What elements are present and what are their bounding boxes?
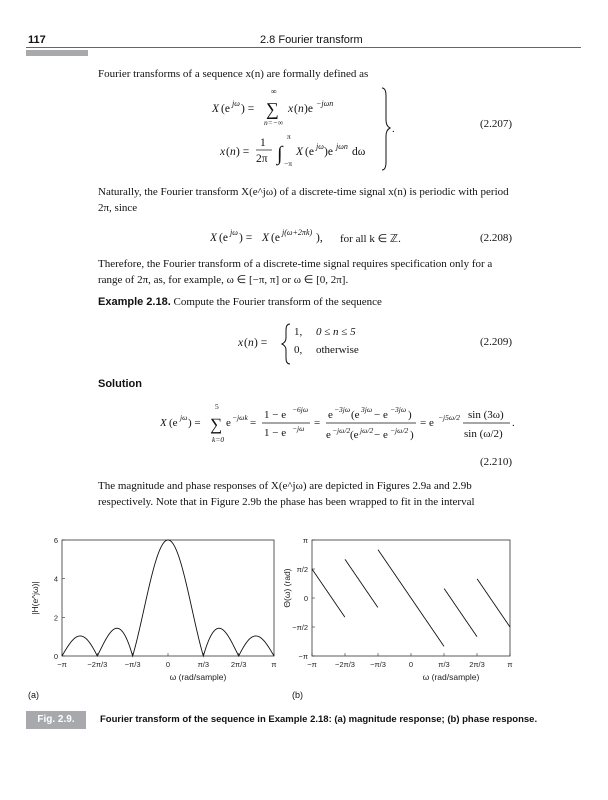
svg-text:n: n	[248, 337, 254, 349]
x-axis-label: ω (rad/sample)	[422, 672, 480, 682]
equation-2-208	[210, 225, 360, 249]
figure-tag: Fig. 2.9.	[26, 711, 86, 729]
eq-number-2-208: (2.208)	[480, 232, 513, 244]
eq-2-208-condition: for all k ∈ ℤ.	[340, 233, 401, 245]
svg-text:),: ),	[316, 232, 323, 244]
svg-text:sin (3ω): sin (3ω)	[468, 409, 504, 421]
svg-text:= e: = e	[420, 417, 434, 429]
svg-text:X: X	[210, 232, 218, 244]
phase-series-line	[312, 550, 510, 647]
x-tick-label: 0	[408, 660, 414, 669]
svg-text:)e: )e	[324, 146, 333, 158]
svg-text:∑: ∑	[210, 415, 223, 434]
x-tick-label: π/3	[197, 660, 210, 669]
svg-text:x: x	[220, 146, 226, 158]
chart-b-phase	[280, 528, 526, 698]
svg-text:n: n	[298, 103, 304, 115]
svg-text:∞: ∞	[271, 87, 277, 96]
x-tick-label: 0	[165, 660, 171, 669]
equation-2-207	[200, 82, 430, 174]
x-tick-label: −2π/3	[335, 660, 355, 669]
svg-text:sin (ω/2): sin (ω/2)	[464, 428, 503, 440]
svg-text:jω: jω	[230, 228, 238, 237]
therefore-text: Therefore, the Fourier transform of a discrete-time signal requires specification only for a range of 2π, as, for example, ω ∈ [−π, π] or ω ∈ [0, 2π].	[98, 258, 493, 286]
header-rule	[26, 47, 581, 48]
svg-text:1 − e: 1 − e	[264, 409, 287, 421]
svg-text:−π: −π	[284, 159, 293, 168]
svg-text:(e: (e	[271, 232, 280, 244]
svg-text:(e: (e	[350, 429, 359, 441]
svg-text:1: 1	[260, 137, 266, 149]
svg-text:− e: − e	[374, 409, 388, 421]
svg-text:−jω: −jω	[292, 424, 305, 433]
x-axis-label: ω (rad/sample)	[169, 672, 227, 682]
equation-2-210	[160, 398, 520, 452]
svg-text:−6jω: −6jω	[292, 405, 309, 414]
x-tick-label: π	[507, 660, 513, 669]
svg-text:dω: dω	[352, 146, 366, 158]
plot-frame	[62, 540, 274, 656]
svg-text:2π: 2π	[256, 153, 268, 165]
svg-text:jω/2: jω/2	[360, 426, 374, 435]
eq-2-209-case2-value: 0,	[294, 344, 303, 356]
svg-text:(e: (e	[351, 409, 360, 421]
svg-text:e: e	[226, 417, 231, 429]
running-header: 2.8 Fourier transform	[260, 34, 363, 46]
svg-text:.: .	[512, 417, 515, 429]
svg-text:) =: ) =	[241, 103, 255, 115]
svg-text:j(ω+2πk): j(ω+2πk)	[282, 228, 313, 237]
svg-text:X: X	[212, 103, 220, 115]
svg-text:) =: ) =	[188, 417, 201, 429]
svg-text:(: (	[226, 146, 230, 158]
x-tick-label: −π/3	[370, 660, 386, 669]
eq-number-2-210: (2.210)	[480, 456, 513, 468]
svg-text:n: n	[230, 146, 236, 158]
svg-text:) =: ) =	[236, 146, 250, 158]
intro-text: Fourier transforms of a sequence x(n) are formally defined as	[98, 68, 369, 80]
magnitude-series-line	[62, 540, 274, 656]
example-text: Compute the Fourier transform of the sequence	[173, 296, 382, 308]
svg-text:) =: ) =	[239, 232, 253, 244]
y-tick-label: −π/2	[292, 623, 308, 632]
svg-text:−jωn: −jωn	[316, 99, 334, 108]
y-tick-label: π/2	[296, 565, 308, 574]
panel-a-label: (a)	[28, 690, 39, 700]
example-label: Example 2.18.	[98, 296, 171, 308]
y-tick-label: 2	[53, 613, 58, 623]
svg-text:(e: (e	[169, 417, 178, 429]
svg-text:): )	[408, 409, 412, 421]
page-number: 117	[28, 34, 46, 46]
svg-text:(e: (e	[305, 146, 314, 158]
header-bar	[26, 50, 88, 56]
svg-text:(e: (e	[219, 232, 228, 244]
y-tick-label: 6	[53, 536, 58, 545]
svg-text:−j5ω/2: −j5ω/2	[438, 413, 461, 422]
x-tick-label: π	[271, 660, 277, 669]
svg-text:e: e	[328, 409, 333, 421]
y-tick-label: π	[302, 535, 308, 545]
eq-number-2-207: (2.207)	[480, 118, 513, 130]
svg-text:n=−∞: n=−∞	[264, 118, 284, 127]
panel-b-label: (b)	[292, 690, 303, 700]
svg-text:): )	[410, 429, 414, 441]
svg-text:=: =	[314, 417, 321, 429]
svg-text:5: 5	[215, 402, 219, 411]
svg-text:X: X	[160, 417, 167, 429]
x-tick-label: −π/3	[124, 660, 141, 669]
svg-text:.: .	[392, 123, 395, 135]
periodic-text: Naturally, the Fourier transform X(e^jω) of a discrete-time signal x(n) is periodic with period 2π, since	[98, 186, 509, 214]
svg-text:∑: ∑	[266, 99, 279, 119]
svg-text:k=0: k=0	[212, 435, 225, 444]
y-tick-label: −π	[298, 652, 308, 662]
chart-a-magnitude	[26, 528, 280, 698]
eq-number-2-209: (2.209)	[480, 336, 513, 348]
x-tick-label: 2π/3	[230, 660, 247, 669]
x-tick-label: π/3	[438, 660, 450, 669]
example-line	[98, 296, 528, 308]
svg-text:jωn: jωn	[336, 142, 348, 151]
svg-text:− e: − e	[374, 429, 388, 441]
svg-text:jω: jω	[316, 142, 324, 151]
svg-text:π: π	[287, 132, 291, 141]
svg-text:−jω/2: −jω/2	[390, 426, 409, 435]
svg-text:X: X	[262, 232, 270, 244]
svg-text:−jωk: −jωk	[232, 413, 248, 422]
svg-text:−3jω: −3jω	[334, 405, 351, 414]
magnitude-text: The magnitude and phase responses of X(e^jω) are depicted in Figures 2.9a and 2.9b respectively. Note that in Figure 2.9b the phase has been wrapped to fit in the interval	[98, 480, 475, 508]
x-tick-label: −π	[307, 660, 317, 669]
y-axis-label: |H(e^jω)|	[30, 581, 40, 615]
svg-text:−jω/2: −jω/2	[332, 426, 351, 435]
svg-text:=: =	[250, 417, 257, 429]
y-tick-label: 0	[303, 594, 308, 603]
svg-text:x: x	[288, 103, 294, 115]
y-tick-label: 4	[53, 574, 58, 584]
y-axis-label: Θ(ω) (rad)	[282, 568, 292, 608]
svg-text:jω: jω	[232, 99, 240, 108]
x-tick-label: −2π/3	[87, 660, 108, 669]
figure-caption: Fourier transform of the sequence in Example 2.18: (a) magnitude response; (b) phase response.	[100, 714, 538, 725]
eq-2-209-case1-value: 1,	[294, 326, 303, 338]
svg-text:e: e	[326, 429, 331, 441]
svg-text:(: (	[294, 103, 298, 115]
svg-text:∫: ∫	[277, 143, 283, 165]
svg-text:X: X	[296, 146, 304, 158]
svg-text:x: x	[238, 337, 244, 349]
svg-text:)e: )e	[304, 103, 313, 115]
svg-text:(e: (e	[221, 103, 230, 115]
svg-text:) =: ) =	[254, 337, 268, 349]
y-tick-label: 0	[53, 652, 58, 661]
x-tick-label: 2π/3	[469, 660, 485, 669]
svg-text:1 − e: 1 − e	[264, 427, 287, 439]
svg-text:3jω: 3jω	[361, 405, 373, 414]
solution-heading: Solution	[98, 378, 142, 390]
x-tick-label: −π	[57, 660, 67, 669]
svg-text:−3jω: −3jω	[390, 405, 407, 414]
eq-2-209-case1-condition: 0 ≤ n ≤ 5	[316, 326, 356, 338]
svg-text:(: (	[244, 337, 248, 349]
svg-text:jω: jω	[180, 413, 188, 422]
eq-2-209-case2-condition: otherwise	[316, 344, 359, 356]
